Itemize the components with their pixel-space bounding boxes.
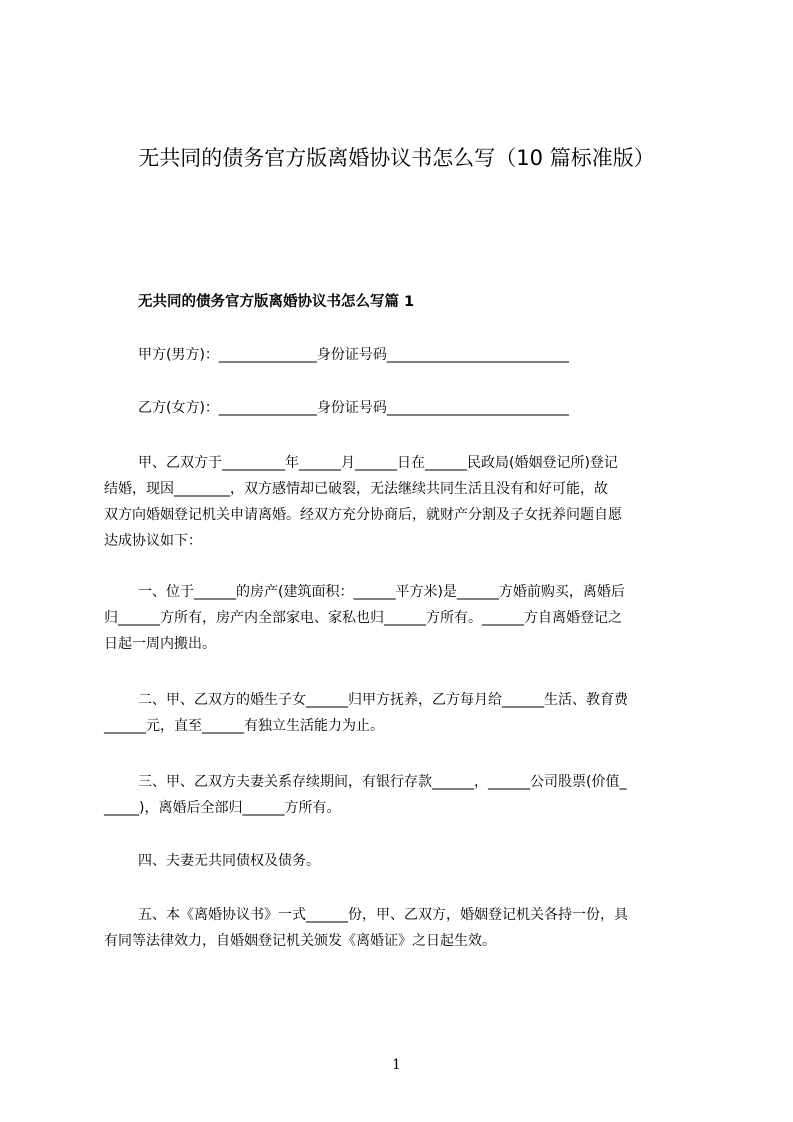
document-title: 无共同的债务官方版离婚协议书怎么写（10 篇标准版） — [138, 146, 655, 170]
clause-3-paragraph — [104, 769, 704, 821]
clause-2-line-2: ______元，直至______有独立生活能力为止。 — [104, 718, 384, 734]
intro-line-2: 结婚，现因________，双方感情却已破裂，无法继续共同生活且没有和好可能，故 — [104, 481, 608, 497]
clause-1-line-1: 一、位于______的房产(建筑面积：______平方米)是______方婚前购买，离婚后 — [138, 584, 625, 600]
section-heading: 无共同的债务官方版离婚协议书怎么写篇 1 — [138, 294, 415, 310]
clause-5-paragraph — [104, 902, 704, 954]
clause-4-line: 四、夫妻无共同债权及债务。 — [138, 853, 320, 869]
clause-1-line-3: 日起一周内搬出。 — [104, 636, 216, 652]
party-a-line: 甲方(男方)：______________身份证号码__________________________ — [138, 347, 569, 363]
clause-3-line-2: _____)，离婚后全部归______方所有。 — [104, 800, 341, 816]
intro-paragraph — [104, 450, 704, 554]
intro-line-3: 双方向婚姻登记机关申请离婚。经双方充分协商后，就财产分割及子女抚养问题自愿 — [104, 507, 622, 523]
clause-1-paragraph — [104, 579, 704, 657]
page-number: 1 — [392, 1057, 401, 1073]
clause-3-line-1: 三、甲、乙双方夫妻关系存续期间，有银行存款______，______公司股票(价值_ — [138, 774, 627, 790]
intro-line-4: 达成协议如下： — [104, 533, 202, 549]
clause-1-line-2: 归______方所有，房产内全部家电、家私也归______方所有。______方自离婚登记之 — [104, 610, 622, 626]
clause-5-line-1: 五、本《离婚协议书》一式______份，甲、乙双方，婚姻登记机关各持一份，具 — [138, 907, 628, 923]
clause-5-line-2: 有同等法律效力，自婚姻登记机关颁发《离婚证》之日起生效。 — [104, 933, 496, 949]
clause-2-paragraph — [104, 687, 704, 739]
intro-line-1: 甲、乙双方于_________年______月______日在______民政局(婚姻登记所)登记 — [138, 455, 618, 471]
party-b-line: 乙方(女方)：______________身份证号码__________________________ — [138, 400, 569, 416]
clause-2-line-1: 二、甲、乙双方的婚生子女______归甲方抚养，乙方每月给______生活、教育费 — [138, 692, 628, 708]
